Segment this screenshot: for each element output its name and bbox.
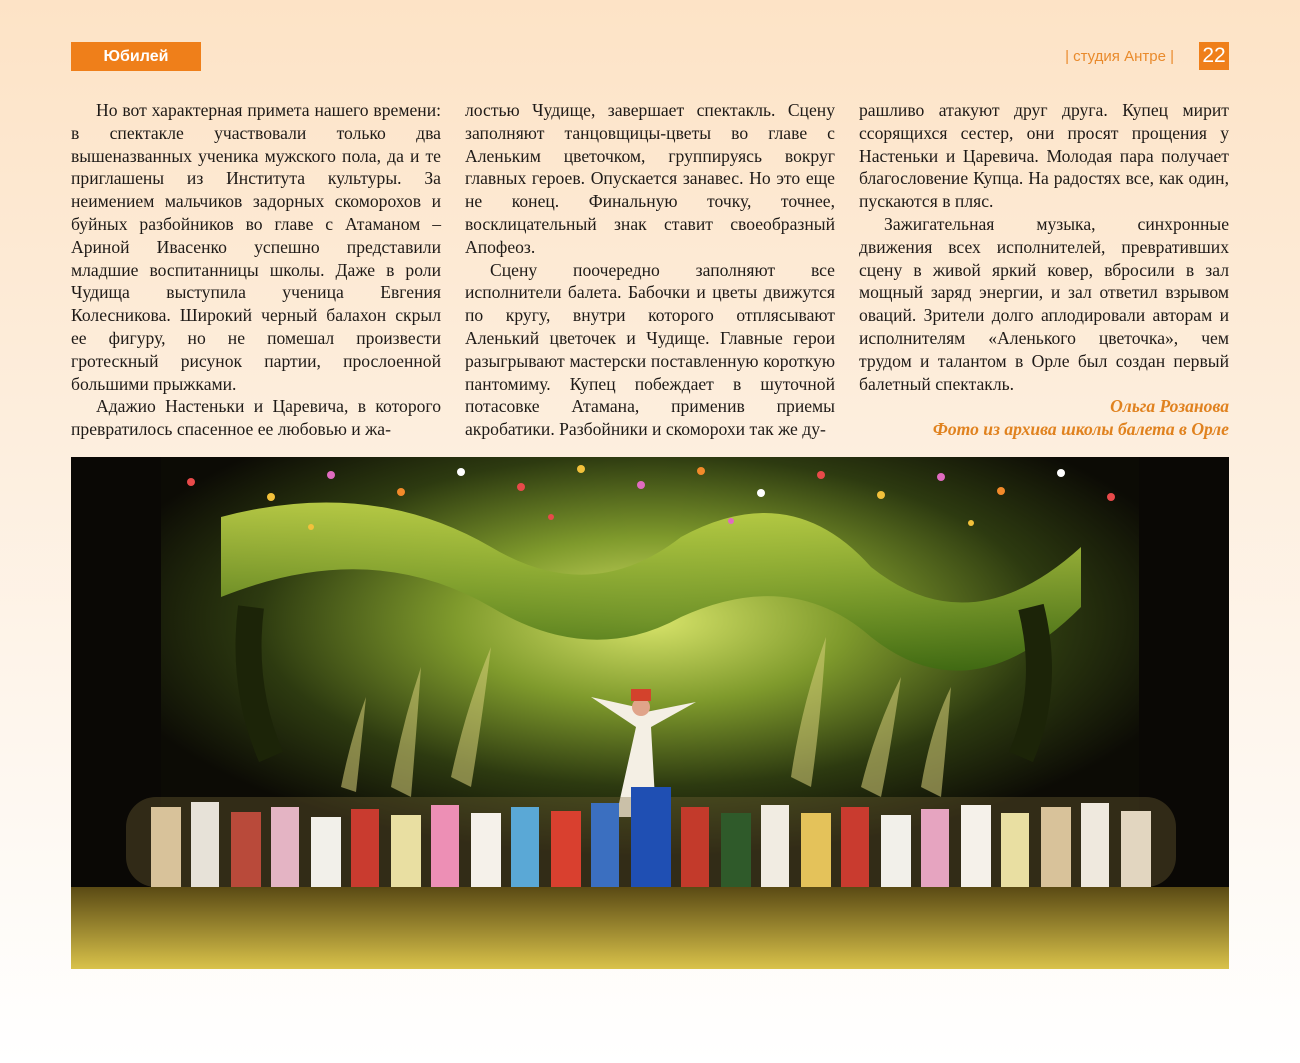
paragraph: Адажио Настеньки и Царевича, в которого превратилось спасенное ее любовью и жа- — [71, 396, 441, 440]
ballet-stage-photo — [71, 457, 1229, 969]
masthead: | студия Антре | — [1065, 48, 1174, 65]
text-column-3 — [859, 99, 1229, 441]
page-number: 22 — [1199, 42, 1229, 70]
paragraph: лостью Чудище, завершает спектакль. Сцену заполняют танцовщицы-цветы во главе с Аленьким цветочком, группируясь вокруг главных героев. Опускается занавес. Но это еще не конец. Финальную точку, точнее, восклицательный знак ставит своеобразный Апофеоз. — [465, 100, 835, 257]
paragraph: рашливо атакуют друг друга. Купец мирит ссорящихся сестер, они просят прощения у Настеньки и Царевича. Молодая пара получает благословение Купца. На радостях все, как один, пускаются в пляс. — [859, 100, 1229, 212]
paragraph: Зажигательная музыка, синхронные движения всех исполнителей, превративших сцену в живой яркий ковер, вбросили в зал мощный заряд энергии, и зал ответил взрывом оваций. Зрители долго аплодировали авторам и исполнителям «Аленького цветочка», чем трудом и талантом в Орле был создан первый балетный спектакль. — [859, 213, 1229, 394]
text-column-1 — [71, 99, 441, 441]
stage-illustration — [71, 457, 1229, 969]
paragraph: Но вот характерная примета нашего времени: в спектакле участвовали только два вышеназванных ученика мужского пола, да и те приглашены из Института культуры. За неимением мальчиков задорных скоморохов и буйных разбойников во главе с Атаманом – Ариной Ивасенко успешно представили младшие воспитанницы школы. Даже в роли Чудища выступила ученица Евгения Колесникова. Широкий черный балахон скрыл ее фигуру, но не помешал произвести гротескный рисунок партии, прослоенной большими прыжками. — [71, 100, 441, 394]
text-column-2 — [465, 99, 835, 441]
author-signature: Ольга Розанова — [1110, 396, 1229, 417]
paragraph: Сцену поочередно заполняют все исполнители балета. Бабочки и цветы движутся по кругу, внутри которого отплясывают Аленький цветочек и Чудище. Главные герои разыгрывают мастерски поставленную короткую пантомиму. Купец побеждает в шуточной потасовке Атамана, применив приемы акробатики. Разбойники и скоморохи так же ду- — [465, 259, 835, 440]
section-tag: Юбилей — [71, 42, 201, 71]
photo-credit: Фото из архива школы балета в Орле — [932, 419, 1229, 440]
